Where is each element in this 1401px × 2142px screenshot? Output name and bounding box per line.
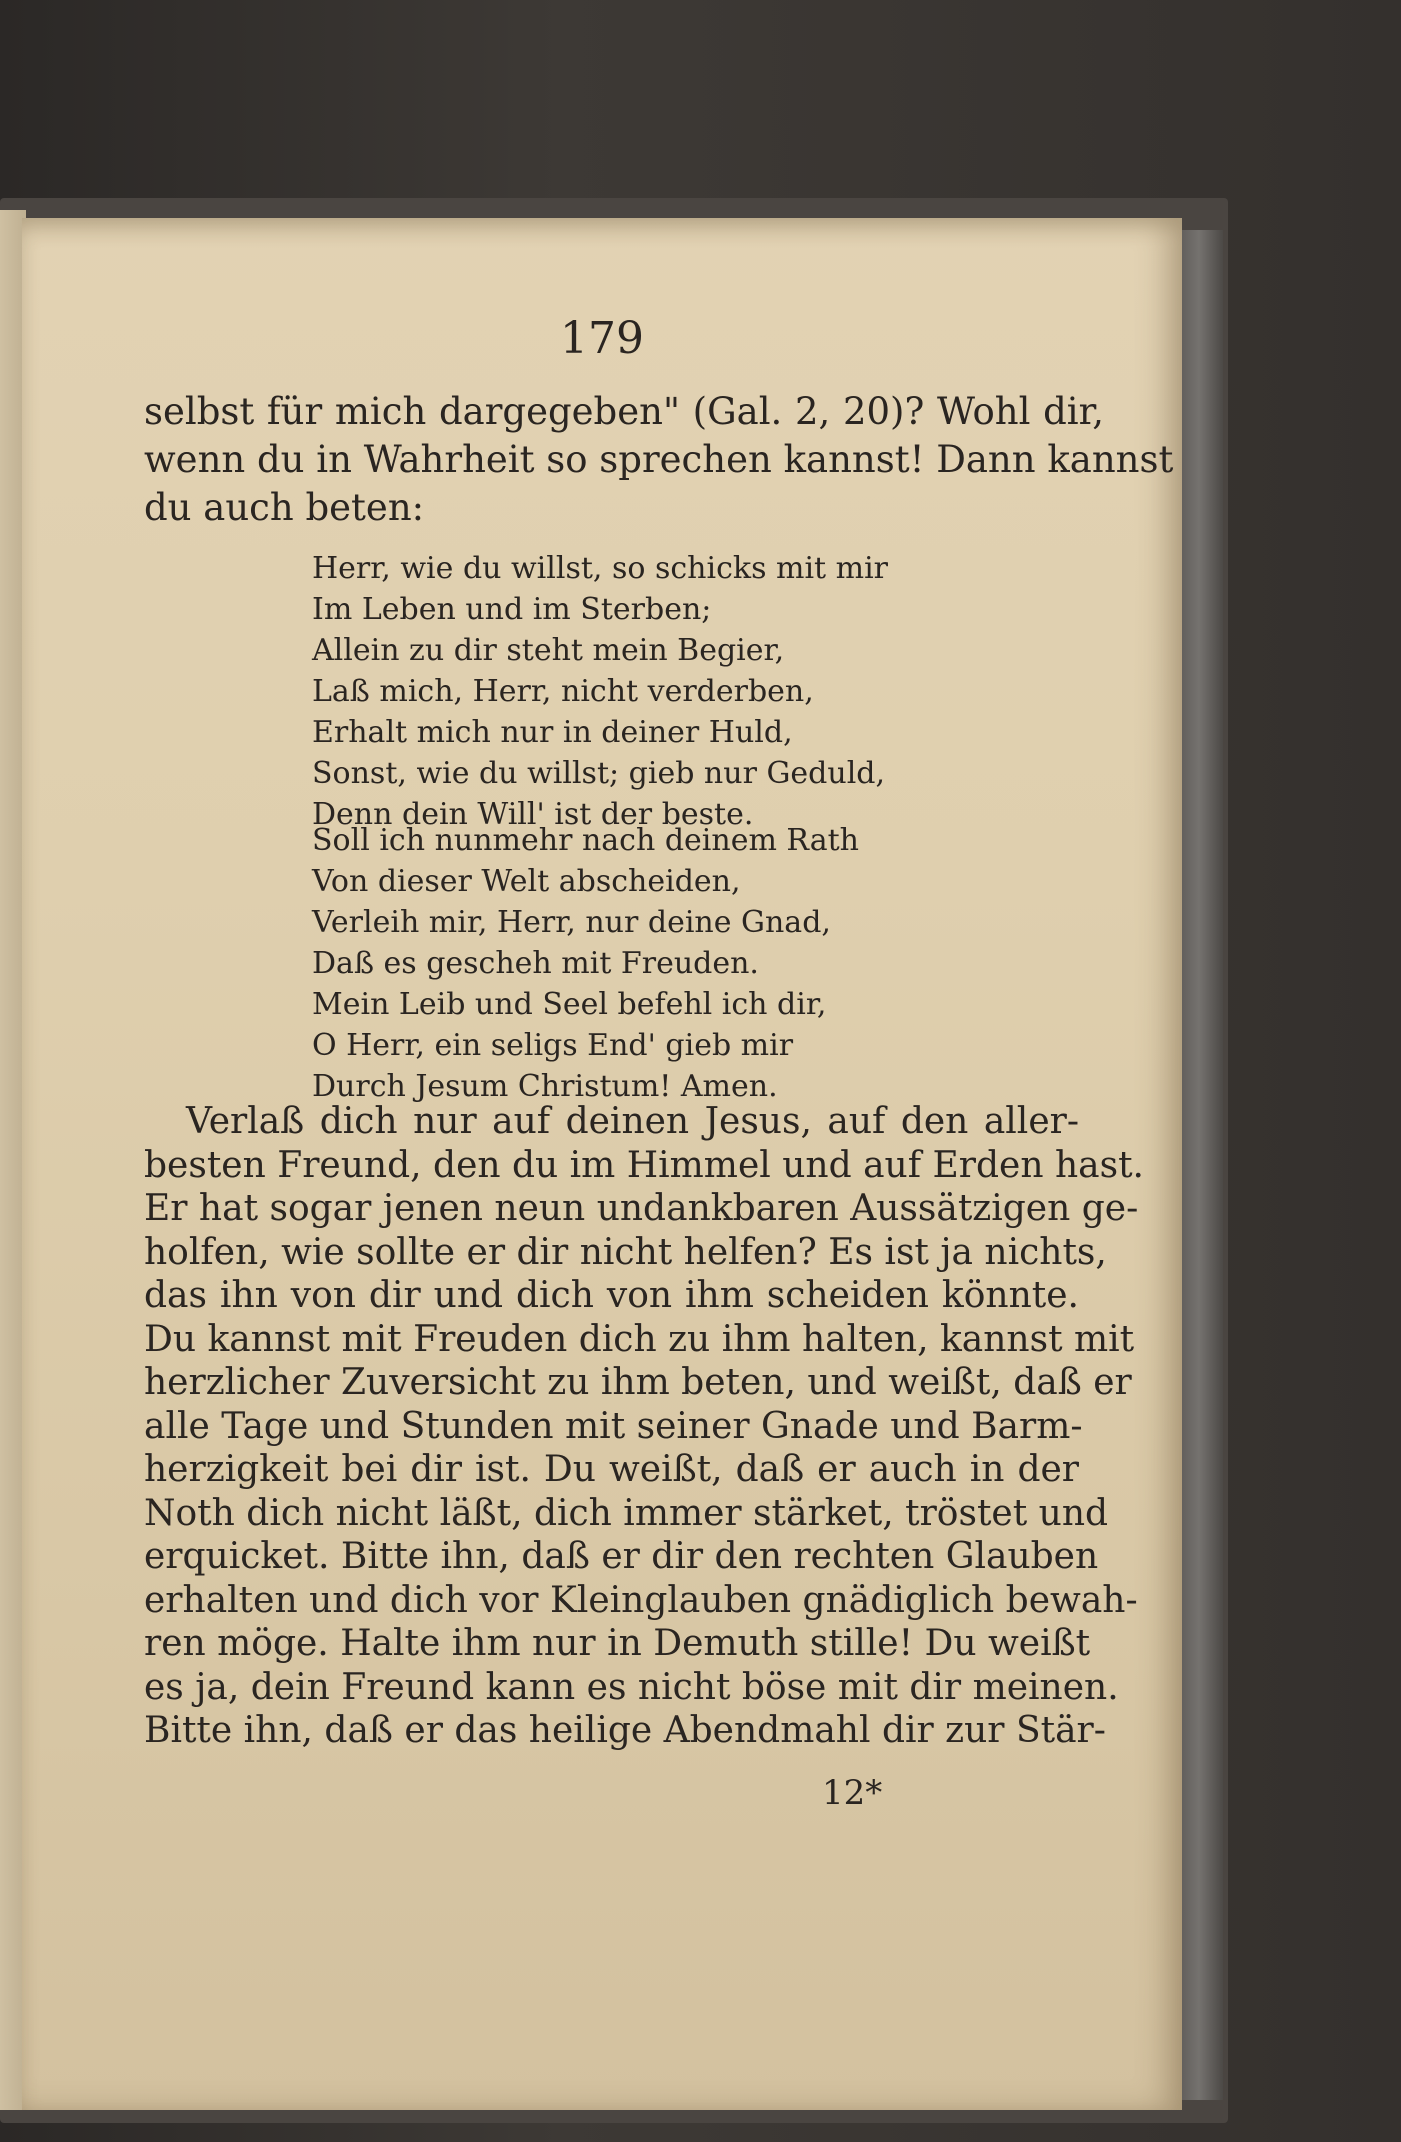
hymn-line: Durch Jesum Christum! Amen.	[312, 1069, 778, 1104]
body-line: Er hat sogar jenen neun undankbaren Aussätzigen ge-	[144, 1188, 1139, 1229]
intro-paragraph	[144, 388, 1174, 532]
hymn-line: Verleih mir, Herr, nur deine Gnad,	[312, 905, 831, 940]
hymn-line: Denn dein Will' ist der beste.	[312, 797, 754, 832]
body-line: es ja, dein Freund kann es nicht böse mit dir meinen.	[144, 1666, 1119, 1708]
hymn-line: Herr, wie du willst, so schicks mit mir	[312, 551, 889, 586]
body-line: herzigkeit bei dir ist. Du weißt, daß er auch in der	[144, 1449, 1079, 1490]
page-number: 179	[560, 313, 644, 364]
hymn-line: Soll ich nunmehr nach deinem Rath	[312, 823, 859, 858]
body-line: das ihn von dir und dich von ihm scheiden könnte.	[144, 1275, 1079, 1316]
body-paragraph	[144, 1100, 1144, 1753]
hymn-stanza-1	[312, 548, 1012, 835]
intro-line: selbst für mich dargegeben" (Gal. 2, 20)? Wohl dir,	[144, 390, 1104, 433]
intro-line: wenn du in Wahrheit so sprechen kannst! Dann kannst	[144, 438, 1174, 481]
body-line: ren möge. Halte ihm nur in Demuth stille! Du weißt	[144, 1623, 1091, 1664]
book-page	[22, 218, 1182, 2110]
hymn-line: Sonst, wie du willst; gieb nur Geduld,	[312, 756, 886, 791]
intro-line: du auch beten:	[144, 486, 425, 529]
body-line: Du kannst mit Freuden dich zu ihm halten, kannst mit	[144, 1318, 1135, 1360]
body-line: erhalten und dich vor Kleinglauben gnädiglich bewah-	[144, 1579, 1138, 1621]
hymn-line: Daß es gescheh mit Freuden.	[312, 946, 759, 981]
hymn-line: O Herr, ein seligs End' gieb mir	[312, 1028, 794, 1063]
body-line: alle Tage und Stunden mit seiner Gnade und Barm-	[144, 1405, 1083, 1447]
body-line: holfen, wie sollte er dir nicht helfen? Es ist ja nichts,	[144, 1231, 1107, 1273]
body-line: besten Freund, den du im Himmel und auf Erden hast.	[144, 1144, 1144, 1186]
hymn-line: Mein Leib und Seel befehl ich dir,	[312, 987, 827, 1022]
body-line: Noth dich nicht läßt, dich immer stärket, tröstet und	[144, 1492, 1109, 1534]
body-line: herzlicher Zuversicht zu ihm beten, und weißt, daß er	[144, 1362, 1132, 1403]
hymn-line: Im Leben und im Sterben;	[312, 592, 712, 627]
hymn-line: Von dieser Welt abscheiden,	[312, 864, 741, 899]
hymn-line: Erhalt mich nur in deiner Huld,	[312, 715, 793, 750]
hymn-stanza-2	[312, 820, 1012, 1107]
signature-mark: 12*	[822, 1773, 883, 1813]
book-spine	[1175, 230, 1223, 2100]
hymn-line: Laß mich, Herr, nicht verderben,	[312, 674, 814, 709]
body-line: Verlaß dich nur auf deinen Jesus, auf den aller-	[186, 1101, 1079, 1142]
body-line: Bitte ihn, daß er das heilige Abendmahl dir zur Stär-	[144, 1710, 1106, 1751]
body-line: erquicket. Bitte ihn, daß er dir den rechten Glauben	[144, 1536, 1099, 1577]
hymn-line: Allein zu dir steht mein Begier,	[312, 633, 785, 668]
